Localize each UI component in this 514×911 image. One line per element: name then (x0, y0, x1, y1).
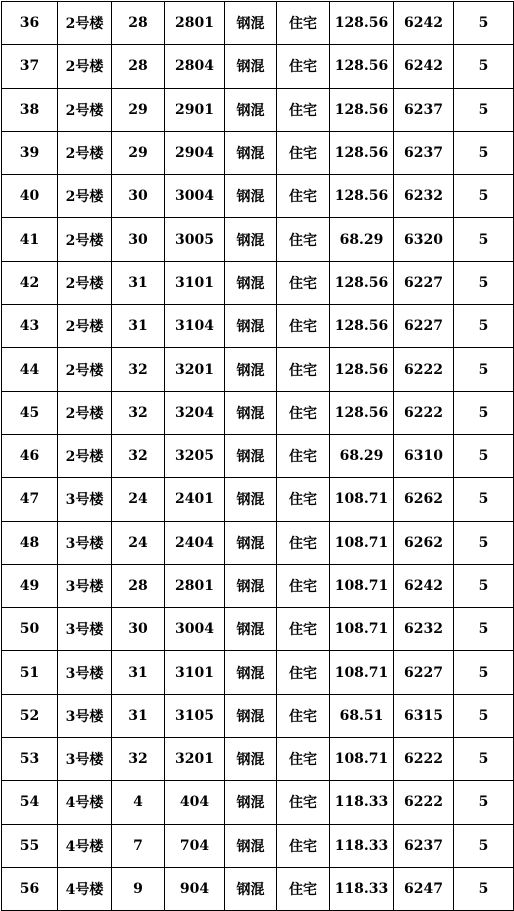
cell-value-5: 5 (454, 867, 514, 910)
cell-floor: 30 (112, 218, 165, 261)
cell-unit-price: 6242 (394, 2, 454, 45)
cell-building: 3号楼 (58, 738, 112, 781)
cell-unit-number: 704 (165, 824, 225, 867)
cell-usage: 住宅 (277, 305, 330, 348)
cell-floor: 24 (112, 478, 165, 521)
cell-row-number: 50 (2, 608, 58, 651)
table-row (2, 824, 514, 867)
cell-row-number: 42 (2, 261, 58, 304)
cell-floor: 4 (112, 781, 165, 824)
cell-value-5: 5 (454, 521, 514, 564)
cell-value-5: 5 (454, 434, 514, 477)
cell-building: 3号楼 (58, 521, 112, 564)
cell-row-number: 37 (2, 45, 58, 88)
cell-unit-price: 6315 (394, 694, 454, 737)
cell-unit-number: 904 (165, 867, 225, 910)
table-row (2, 738, 514, 781)
cell-floor: 32 (112, 434, 165, 477)
cell-unit-price: 6320 (394, 218, 454, 261)
cell-value-5: 5 (454, 175, 514, 218)
table-row (2, 131, 514, 174)
cell-floor: 29 (112, 88, 165, 131)
cell-value-5: 5 (454, 218, 514, 261)
cell-area: 108.71 (330, 608, 394, 651)
cell-unit-price: 6242 (394, 564, 454, 607)
cell-floor: 9 (112, 867, 165, 910)
cell-usage: 住宅 (277, 521, 330, 564)
cell-unit-price: 6222 (394, 781, 454, 824)
cell-unit-price: 6222 (394, 738, 454, 781)
cell-structure: 钢混 (225, 478, 277, 521)
cell-unit-number: 3005 (165, 218, 225, 261)
cell-row-number: 53 (2, 738, 58, 781)
cell-structure: 钢混 (225, 88, 277, 131)
table-row (2, 651, 514, 694)
cell-unit-price: 6242 (394, 45, 454, 88)
table-row (2, 88, 514, 131)
table-row (2, 218, 514, 261)
cell-floor: 28 (112, 2, 165, 45)
cell-unit-price: 6222 (394, 348, 454, 391)
cell-unit-number: 2904 (165, 131, 225, 174)
cell-floor: 31 (112, 305, 165, 348)
cell-usage: 住宅 (277, 175, 330, 218)
cell-floor: 30 (112, 608, 165, 651)
cell-usage: 住宅 (277, 824, 330, 867)
cell-building: 3号楼 (58, 694, 112, 737)
cell-building: 2号楼 (58, 45, 112, 88)
table-row (2, 694, 514, 737)
cell-building: 2号楼 (58, 261, 112, 304)
cell-unit-number: 2801 (165, 564, 225, 607)
cell-area: 68.29 (330, 434, 394, 477)
cell-value-5: 5 (454, 478, 514, 521)
cell-floor: 32 (112, 391, 165, 434)
cell-row-number: 48 (2, 521, 58, 564)
cell-usage: 住宅 (277, 867, 330, 910)
cell-structure: 钢混 (225, 521, 277, 564)
table-row (2, 175, 514, 218)
table-row (2, 305, 514, 348)
cell-structure: 钢混 (225, 305, 277, 348)
cell-area: 108.71 (330, 478, 394, 521)
cell-usage: 住宅 (277, 738, 330, 781)
cell-structure: 钢混 (225, 218, 277, 261)
cell-usage: 住宅 (277, 781, 330, 824)
cell-value-5: 5 (454, 2, 514, 45)
cell-area: 128.56 (330, 348, 394, 391)
cell-area: 118.33 (330, 824, 394, 867)
cell-structure: 钢混 (225, 738, 277, 781)
cell-usage: 住宅 (277, 434, 330, 477)
cell-row-number: 52 (2, 694, 58, 737)
cell-unit-price: 6227 (394, 651, 454, 694)
table-row (2, 521, 514, 564)
cell-value-5: 5 (454, 88, 514, 131)
cell-area: 128.56 (330, 2, 394, 45)
cell-building: 4号楼 (58, 824, 112, 867)
table-row (2, 45, 514, 88)
cell-value-5: 5 (454, 781, 514, 824)
cell-building: 2号楼 (58, 218, 112, 261)
table-row (2, 608, 514, 651)
cell-value-5: 5 (454, 391, 514, 434)
cell-value-5: 5 (454, 608, 514, 651)
cell-floor: 29 (112, 131, 165, 174)
cell-building: 2号楼 (58, 348, 112, 391)
cell-unit-number: 3201 (165, 348, 225, 391)
cell-building: 3号楼 (58, 608, 112, 651)
cell-building: 2号楼 (58, 131, 112, 174)
cell-usage: 住宅 (277, 218, 330, 261)
cell-row-number: 41 (2, 218, 58, 261)
cell-structure: 钢混 (225, 175, 277, 218)
cell-row-number: 51 (2, 651, 58, 694)
cell-structure: 钢混 (225, 434, 277, 477)
cell-value-5: 5 (454, 45, 514, 88)
cell-area: 128.56 (330, 131, 394, 174)
cell-value-5: 5 (454, 348, 514, 391)
cell-unit-price: 6227 (394, 305, 454, 348)
cell-value-5: 5 (454, 738, 514, 781)
cell-value-5: 5 (454, 694, 514, 737)
cell-unit-price: 6237 (394, 88, 454, 131)
cell-value-5: 5 (454, 824, 514, 867)
cell-row-number: 56 (2, 867, 58, 910)
cell-area: 128.56 (330, 175, 394, 218)
cell-unit-number: 2404 (165, 521, 225, 564)
cell-value-5: 5 (454, 651, 514, 694)
cell-floor: 7 (112, 824, 165, 867)
cell-unit-price: 6262 (394, 478, 454, 521)
cell-structure: 钢混 (225, 651, 277, 694)
cell-structure: 钢混 (225, 694, 277, 737)
cell-unit-number: 3004 (165, 608, 225, 651)
cell-row-number: 43 (2, 305, 58, 348)
table-row (2, 348, 514, 391)
cell-unit-number: 3205 (165, 434, 225, 477)
cell-row-number: 44 (2, 348, 58, 391)
table-row (2, 261, 514, 304)
cell-building: 4号楼 (58, 867, 112, 910)
cell-row-number: 36 (2, 2, 58, 45)
cell-building: 2号楼 (58, 434, 112, 477)
cell-building: 2号楼 (58, 305, 112, 348)
cell-area: 68.29 (330, 218, 394, 261)
cell-area: 128.56 (330, 261, 394, 304)
cell-floor: 32 (112, 348, 165, 391)
cell-usage: 住宅 (277, 564, 330, 607)
cell-row-number: 45 (2, 391, 58, 434)
cell-structure: 钢混 (225, 564, 277, 607)
cell-usage: 住宅 (277, 261, 330, 304)
cell-floor: 28 (112, 564, 165, 607)
cell-unit-number: 2804 (165, 45, 225, 88)
cell-unit-number: 3204 (165, 391, 225, 434)
cell-row-number: 49 (2, 564, 58, 607)
cell-area: 118.33 (330, 781, 394, 824)
cell-structure: 钢混 (225, 781, 277, 824)
cell-floor: 31 (112, 651, 165, 694)
cell-unit-number: 2901 (165, 88, 225, 131)
table-row (2, 478, 514, 521)
table-row (2, 434, 514, 477)
cell-structure: 钢混 (225, 131, 277, 174)
cell-row-number: 39 (2, 131, 58, 174)
cell-unit-price: 6237 (394, 131, 454, 174)
cell-usage: 住宅 (277, 608, 330, 651)
cell-unit-number: 3004 (165, 175, 225, 218)
cell-unit-number: 3201 (165, 738, 225, 781)
cell-floor: 31 (112, 694, 165, 737)
cell-building: 2号楼 (58, 88, 112, 131)
cell-row-number: 47 (2, 478, 58, 521)
cell-area: 128.56 (330, 305, 394, 348)
cell-structure: 钢混 (225, 391, 277, 434)
cell-floor: 31 (112, 261, 165, 304)
cell-unit-price: 6310 (394, 434, 454, 477)
cell-usage: 住宅 (277, 478, 330, 521)
cell-floor: 24 (112, 521, 165, 564)
cell-unit-number: 2801 (165, 2, 225, 45)
cell-unit-price: 6237 (394, 824, 454, 867)
cell-value-5: 5 (454, 305, 514, 348)
cell-area: 128.56 (330, 45, 394, 88)
cell-usage: 住宅 (277, 651, 330, 694)
cell-structure: 钢混 (225, 608, 277, 651)
table-row (2, 2, 514, 45)
cell-unit-price: 6227 (394, 261, 454, 304)
cell-unit-number: 3104 (165, 305, 225, 348)
cell-row-number: 46 (2, 434, 58, 477)
cell-structure: 钢混 (225, 2, 277, 45)
cell-usage: 住宅 (277, 694, 330, 737)
cell-value-5: 5 (454, 564, 514, 607)
cell-building: 4号楼 (58, 781, 112, 824)
cell-unit-number: 3101 (165, 261, 225, 304)
cell-usage: 住宅 (277, 391, 330, 434)
cell-area: 68.51 (330, 694, 394, 737)
cell-area: 108.71 (330, 738, 394, 781)
cell-row-number: 38 (2, 88, 58, 131)
cell-area: 108.71 (330, 564, 394, 607)
cell-building: 3号楼 (58, 564, 112, 607)
table-row (2, 781, 514, 824)
cell-unit-number: 3105 (165, 694, 225, 737)
cell-area: 108.71 (330, 521, 394, 564)
cell-structure: 钢混 (225, 348, 277, 391)
table-row (2, 867, 514, 910)
cell-floor: 32 (112, 738, 165, 781)
cell-building: 3号楼 (58, 651, 112, 694)
cell-unit-price: 6247 (394, 867, 454, 910)
cell-row-number: 54 (2, 781, 58, 824)
cell-building: 2号楼 (58, 175, 112, 218)
cell-area: 128.56 (330, 391, 394, 434)
cell-unit-number: 3101 (165, 651, 225, 694)
table-row (2, 391, 514, 434)
cell-building: 2号楼 (58, 2, 112, 45)
cell-unit-number: 404 (165, 781, 225, 824)
cell-usage: 住宅 (277, 348, 330, 391)
cell-area: 128.56 (330, 88, 394, 131)
data-table (1, 1, 514, 911)
cell-structure: 钢混 (225, 261, 277, 304)
cell-building: 2号楼 (58, 391, 112, 434)
cell-unit-price: 6232 (394, 175, 454, 218)
cell-usage: 住宅 (277, 88, 330, 131)
cell-value-5: 5 (454, 131, 514, 174)
cell-floor: 30 (112, 175, 165, 218)
cell-unit-price: 6222 (394, 391, 454, 434)
cell-area: 108.71 (330, 651, 394, 694)
cell-floor: 28 (112, 45, 165, 88)
cell-area: 118.33 (330, 867, 394, 910)
cell-usage: 住宅 (277, 131, 330, 174)
cell-row-number: 40 (2, 175, 58, 218)
cell-usage: 住宅 (277, 45, 330, 88)
cell-unit-price: 6232 (394, 608, 454, 651)
cell-usage: 住宅 (277, 2, 330, 45)
cell-value-5: 5 (454, 261, 514, 304)
cell-row-number: 55 (2, 824, 58, 867)
table-body (2, 2, 514, 911)
cell-unit-price: 6262 (394, 521, 454, 564)
cell-building: 3号楼 (58, 478, 112, 521)
cell-structure: 钢混 (225, 867, 277, 910)
cell-structure: 钢混 (225, 824, 277, 867)
cell-unit-number: 2401 (165, 478, 225, 521)
cell-structure: 钢混 (225, 45, 277, 88)
table-row (2, 564, 514, 607)
